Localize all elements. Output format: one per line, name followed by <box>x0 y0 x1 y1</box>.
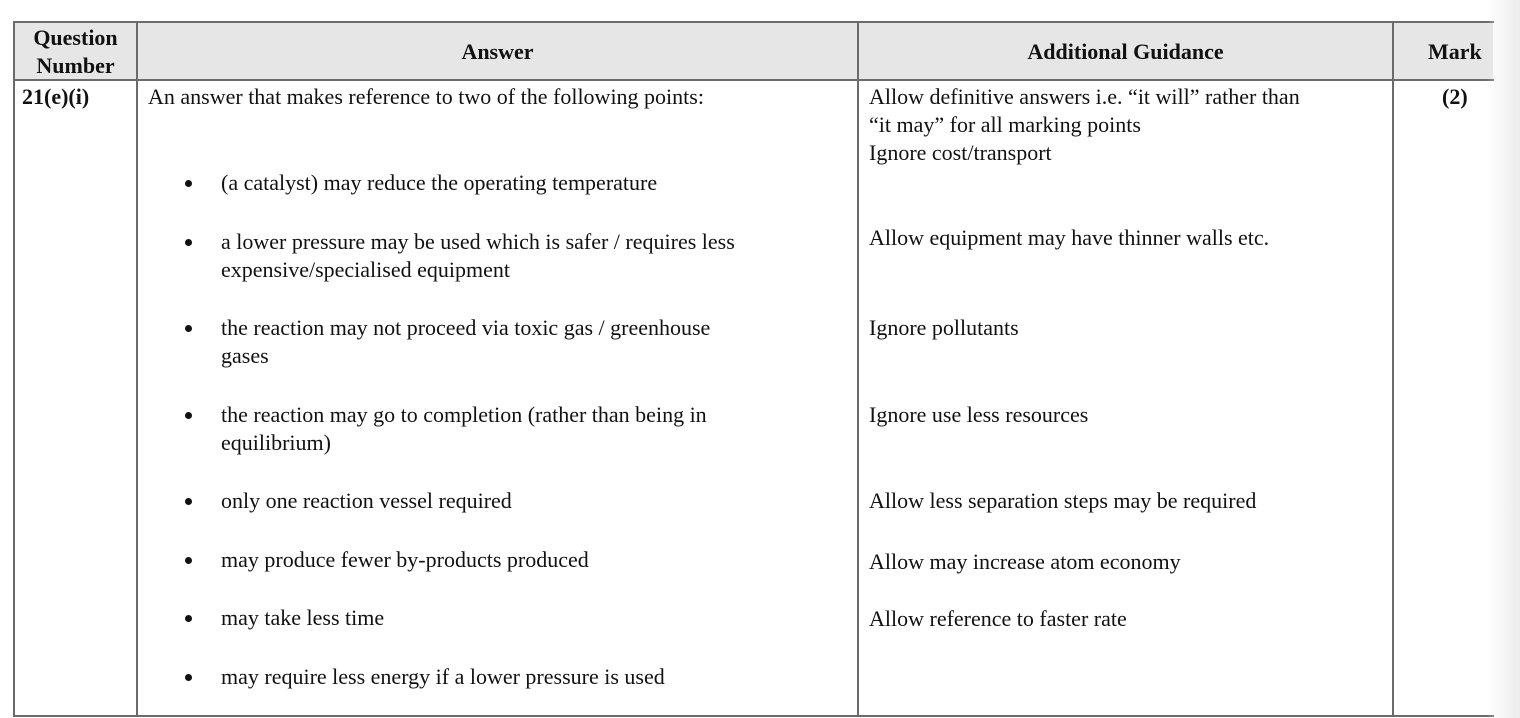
answer-point-8: may require less energy if a lower pressure is used <box>221 664 665 689</box>
answer-point-2-line1: a lower pressure may be used which is safer / requires less <box>221 229 735 254</box>
guidance-line-5: Ignore pollutants <box>869 315 1019 340</box>
column-divider-1 <box>136 21 138 717</box>
bullet-point-2 <box>185 239 192 246</box>
answer-point-3-line2: gases <box>221 343 269 368</box>
answer-point-7: may take less time <box>221 605 385 630</box>
answer-point-2-line2: expensive/specialised equipment <box>221 257 510 282</box>
bullet-point-5 <box>185 498 192 505</box>
table-header-divider <box>14 79 1494 81</box>
header-question-number-line2: Number <box>36 53 115 78</box>
bullet-point-6 <box>185 557 192 564</box>
header-mark: Mark <box>1428 39 1482 64</box>
bullet-point-1 <box>185 180 192 187</box>
guidance-line-6: Ignore use less resources <box>869 402 1089 427</box>
column-divider-3 <box>1392 21 1394 717</box>
bullet-point-8 <box>185 674 192 681</box>
guidance-line-7: Allow less separation steps may be required <box>869 488 1257 513</box>
header-additional-guidance: Additional Guidance <box>1027 39 1224 64</box>
answer-point-4-line2: equilibrium) <box>221 430 331 455</box>
mark-value: (2) <box>1442 84 1468 109</box>
guidance-line-8: Allow may increase atom economy <box>869 549 1181 574</box>
bullet-point-3 <box>185 325 192 332</box>
header-question-number-line1: Question <box>33 25 118 50</box>
header-question-number <box>15 24 136 80</box>
header-answer: Answer <box>461 39 534 64</box>
guidance-line-1: Allow definitive answers i.e. “it will” rather than <box>869 84 1300 109</box>
answer-point-5: only one reaction vessel required <box>221 488 512 513</box>
right-edge-shadow <box>1486 0 1520 718</box>
bullet-point-7 <box>185 615 192 622</box>
column-divider-2 <box>857 21 859 717</box>
answer-point-3-line1: the reaction may not proceed via toxic gas / greenhouse <box>221 315 711 340</box>
table-border-bottom <box>14 715 1494 717</box>
table-border-left <box>13 21 15 717</box>
bullet-point-4 <box>185 412 192 419</box>
answer-point-4-line1: the reaction may go to completion (rather than being in <box>221 402 707 427</box>
guidance-line-9: Allow reference to faster rate <box>869 606 1127 631</box>
question-number: 21(e)(i) <box>22 84 90 109</box>
table-border-top <box>14 21 1494 23</box>
answer-intro: An answer that makes reference to two of the following points: <box>148 84 704 109</box>
guidance-line-3: Ignore cost/transport <box>869 140 1052 165</box>
answer-point-1: (a catalyst) may reduce the operating temperature <box>221 170 658 195</box>
answer-point-6: may produce fewer by-products produced <box>221 547 589 572</box>
guidance-line-4: Allow equipment may have thinner walls etc. <box>869 225 1270 250</box>
guidance-line-2: “it may” for all marking points <box>869 112 1141 137</box>
